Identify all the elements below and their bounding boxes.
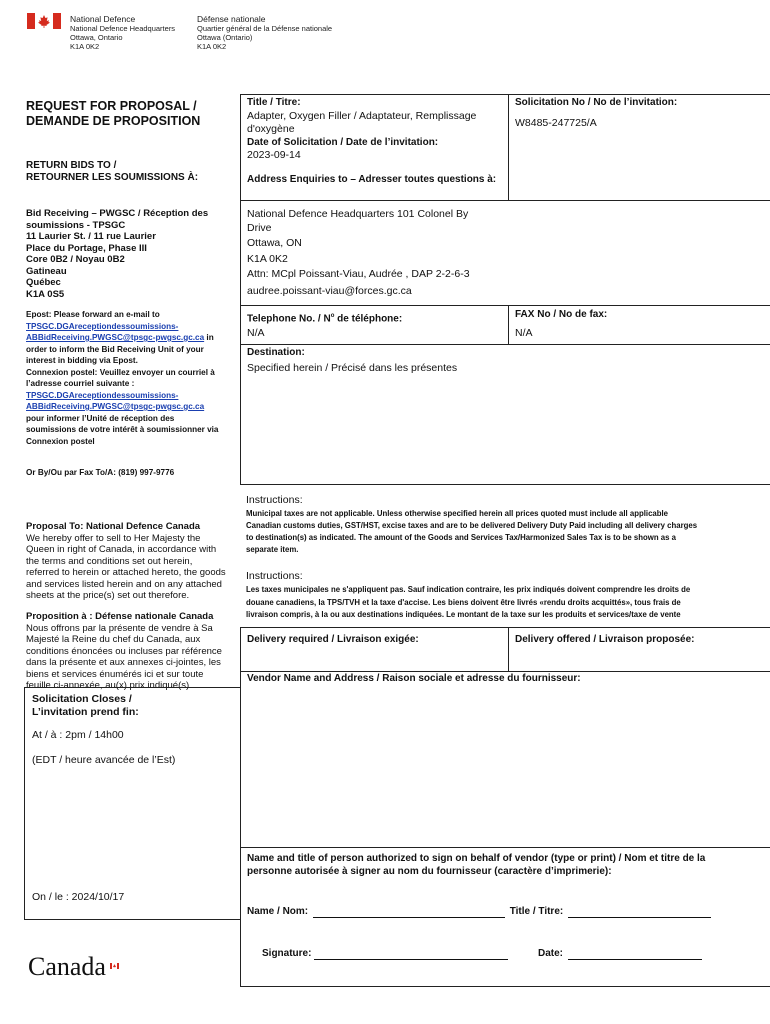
epost-link-line2[interactable]: ABBidReceiving.PWGSC@tpsgc-pwgsc.gc.ca <box>26 333 205 342</box>
solicitation-value: W8485-247725/A <box>515 117 597 129</box>
title-value: Adapter, Oxygen Filler / Adaptateur, Remplissage d'oxygène <box>247 110 477 135</box>
bid-line: Québec <box>26 277 61 288</box>
return-bids-line1: RETURN BIDS TO / <box>26 160 117 171</box>
signature-input-line[interactable] <box>314 948 508 960</box>
bid-line: 11 Laurier St. / 11 rue Laurier <box>26 231 156 242</box>
address-block <box>247 208 503 298</box>
epost-line: l’adresse courriel suivante : <box>26 379 135 388</box>
instructions-en-line: separate item. <box>246 545 299 554</box>
fax-value: N/A <box>515 327 533 339</box>
header-org-fr: Défense nationale <box>197 14 266 24</box>
wordmark-flag-icon <box>110 956 119 962</box>
name-row <box>247 906 711 918</box>
instructions-fr-line: douane canadiens, la TPS/TVH et la taxe d'accise. Les biens doivent être livrés «rendu droits acquittés», tous frais de <box>246 597 681 607</box>
proposal-fr-line: Majesté la Reine du chef du Canada, aux <box>26 634 201 645</box>
fax-bids: Or By/Ou par Fax To/A: (819) 997-9776 <box>26 468 175 477</box>
closes-date: On / le : 2024/10/17 <box>32 891 125 903</box>
signature-label: Signature: <box>262 948 312 959</box>
bid-line: Place du Portage, Phase III <box>26 242 147 254</box>
date-value: 2023-09-14 <box>247 149 301 161</box>
connexion-link-line1[interactable]: TPSGC.DGAreceptiondessoumissions- <box>26 390 179 400</box>
epost-line: order to inform the Bid Receiving Unit of your <box>26 344 204 354</box>
closes-timezone: (EDT / heure avancée de l’Est) <box>32 754 176 766</box>
closes-label-line2: L’invitation prend fin: <box>32 706 139 718</box>
date-row <box>538 948 702 960</box>
proposal-fr-line: Nous offrons par la présente de vendre à Sa <box>26 622 213 634</box>
address-line: Ottawa, ON <box>247 237 302 249</box>
vendor-name-field[interactable] <box>241 688 770 846</box>
destination-value: Specified herein / Précisé dans les présentes <box>247 362 458 374</box>
name-label: Name / Nom: <box>247 906 309 917</box>
proposal-en-line: referred to herein or attached hereto, the goods <box>26 567 226 578</box>
bid-receiving-address <box>26 208 236 300</box>
header-hq-en: National Defence Headquarters <box>70 24 176 33</box>
address-line: Attn: MCpl Poissant-Viau, Audrée , DAP 2-2-6-3 <box>247 268 470 280</box>
epost-link-line1[interactable]: TPSGC.DGAreceptiondessoumissions- <box>26 321 179 331</box>
instructions-en-label: Instructions: <box>246 494 303 506</box>
rfp-title-line1: REQUEST FOR PROPOSAL / <box>26 99 197 113</box>
rfp-title-line2: DEMANDE DE PROPOSITION <box>26 114 201 128</box>
proposal-fr-line: conditions énoncées ou incluses par référence <box>26 645 222 657</box>
delivery-required-field[interactable] <box>241 648 507 670</box>
proposal-fr-line: dans la présente et aux annexes ci-jointes, les <box>26 657 221 668</box>
header-city-fr: Ottawa (Ontario) <box>197 33 253 42</box>
date-label: Date of Solicitation / Date de l’invitation: <box>247 137 439 148</box>
closes-label-line1: Solicitation Closes / <box>32 693 132 705</box>
title-input-line[interactable] <box>568 906 711 918</box>
epost-instructions <box>26 309 236 447</box>
canada-flag <box>27 13 61 29</box>
return-bids-heading <box>26 160 198 184</box>
epost-line: pour informer l’Unité de réception des <box>26 413 175 423</box>
date-field-label: Date: <box>538 948 564 959</box>
header-org-en: National Defence <box>70 14 136 24</box>
name-input-line[interactable] <box>313 906 505 918</box>
address-line: K1A 0K2 <box>247 252 288 265</box>
instructions-en-line: Municipal taxes are not applicable. Unless otherwise specified herein all prices quoted must include all applicable <box>246 509 669 518</box>
return-bids-line2: RETOURNER LES SOUMISSIONS À: <box>26 172 199 183</box>
telephone-label <box>247 310 402 325</box>
delivery-required-label: Delivery required / Livraison exigée: <box>247 634 419 645</box>
header-postal-en: K1A 0K2 <box>70 42 100 51</box>
proposal-en-heading: Proposal To: National Defence Canada <box>26 521 201 532</box>
closes-time: At / à : 2pm / 14h00 <box>32 729 124 741</box>
authorized-person-label <box>247 852 705 878</box>
proposal-fr-line: biens et services énumérés ici et sur toute <box>26 668 204 680</box>
vendor-name-label: Vendor Name and Address / Raison sociale et adresse du fournisseur: <box>247 673 581 684</box>
proposal-en <box>26 521 238 602</box>
epost-line: soumissions de votre intérêt à soumissionner via <box>26 425 219 434</box>
address-line: National Defence Headquarters 101 Colonel By <box>247 208 469 220</box>
telephone-value: N/A <box>247 327 265 339</box>
telephone-label-sup: o <box>330 313 335 319</box>
proposal-en-line: the terms and conditions set out herein, <box>26 555 193 567</box>
title-field-label: Title / Titre: <box>509 906 564 917</box>
solicitation-closes-box <box>24 687 241 920</box>
instructions-fr-line: Les taxes municipales ne s'appliquent pas. Sauf indication contraire, les prix indiqués doivent comprendre les droits de <box>246 585 691 594</box>
epost-line: Connexion postel: Veuillez envoyer un courriel à <box>26 367 215 377</box>
date-input-line[interactable] <box>568 948 702 960</box>
proposal-en-line: We hereby offer to sell to Her Majesty the <box>26 532 201 544</box>
epost-line: Connexion postel <box>26 436 95 446</box>
closes-label <box>32 693 139 719</box>
rfp-title <box>26 99 200 129</box>
authorized-line1: Name and title of person authorized to sign on behalf of vendor (type or print) / Nom et titre de la <box>247 853 706 864</box>
bid-line: Bid Receiving – PWGSC / Réception des <box>26 208 209 219</box>
instructions-en <box>246 508 768 556</box>
epost-intro: Epost: Please forward an e-mail to <box>26 310 160 319</box>
header-city-en: Ottawa, Ontario <box>70 33 123 42</box>
epost-line: interest in bidding via Epost. <box>26 356 138 365</box>
header-en-block <box>70 14 190 51</box>
bid-line: Core 0B2 / Noyau 0B2 <box>26 254 125 265</box>
proposal-en-line: and services listed herein and on any attached <box>26 578 222 590</box>
destination-label: Destination: <box>247 347 305 358</box>
canada-wordmark-text: Canada <box>28 952 106 981</box>
telephone-label-post: de téléphone: <box>334 313 403 325</box>
bid-line: soumissions - TPSGC <box>26 219 126 231</box>
proposal-fr-line: feuille ci-annexée, au(x) prix indiqué(s). <box>26 680 192 691</box>
canada-wordmark <box>28 952 106 982</box>
epost-after-link: in <box>204 333 214 342</box>
proposal-fr-heading: Proposition à : Défense nationale Canada <box>26 611 214 622</box>
bid-line: Gatineau <box>26 265 67 277</box>
header-fr-block <box>197 14 367 51</box>
proposal-en-line: Queen in right of Canada, in accordance with <box>26 544 217 555</box>
instructions-en-line: Canadian customs duties, GST/HST, excise taxes and are to be delivered Delivery Duty Paid including all delivery charges <box>246 521 698 530</box>
proposal-en-line: sheets at the price(s) set out therefore. <box>26 590 190 601</box>
connexion-link-line2[interactable]: ABBidReceiving.PWGSC@tpsgc-pwgsc.gc.ca <box>26 402 205 411</box>
instructions-en-line: to destination(s) as indicated. The amount of the Goods and Services Tax/Harmonized Sales Tax is to be shown as a <box>246 533 676 542</box>
solicitation-label: Solicitation No / No de l’invitation: <box>515 97 678 108</box>
title-label: Title / Titre: <box>247 97 301 108</box>
fax-label: FAX No / No de fax: <box>515 309 608 320</box>
instructions-fr-label: Instructions: <box>246 570 303 582</box>
bid-line: K1A 0S5 <box>26 288 65 300</box>
address-enquiries-label: Address Enquiries to – Adresser toutes questions à: <box>247 174 497 185</box>
address-line: Drive <box>247 221 272 234</box>
header-postal-fr: K1A 0K2 <box>197 42 227 51</box>
instructions-fr <box>246 584 768 622</box>
delivery-offered-field[interactable] <box>509 648 770 670</box>
instructions-fr-line: livraison compris, à la ou aux destinations indiquées. Le montant de la taxe sur les produits et services/taxe de vente <box>246 610 681 619</box>
proposal-fr <box>26 611 238 692</box>
header-hq-fr: Quartier général de la Défense nationale <box>197 24 333 33</box>
contact-email: audree.poissant-viau@forces.gc.ca <box>247 284 412 297</box>
signature-row <box>262 948 508 960</box>
delivery-offered-label: Delivery offered / Livraison proposée: <box>515 634 695 645</box>
authorized-line2: personne autorisée à signer au nom du fournisseur (caractère d’imprimerie): <box>247 866 612 877</box>
telephone-label-pre: Telephone No. / N <box>247 313 331 325</box>
